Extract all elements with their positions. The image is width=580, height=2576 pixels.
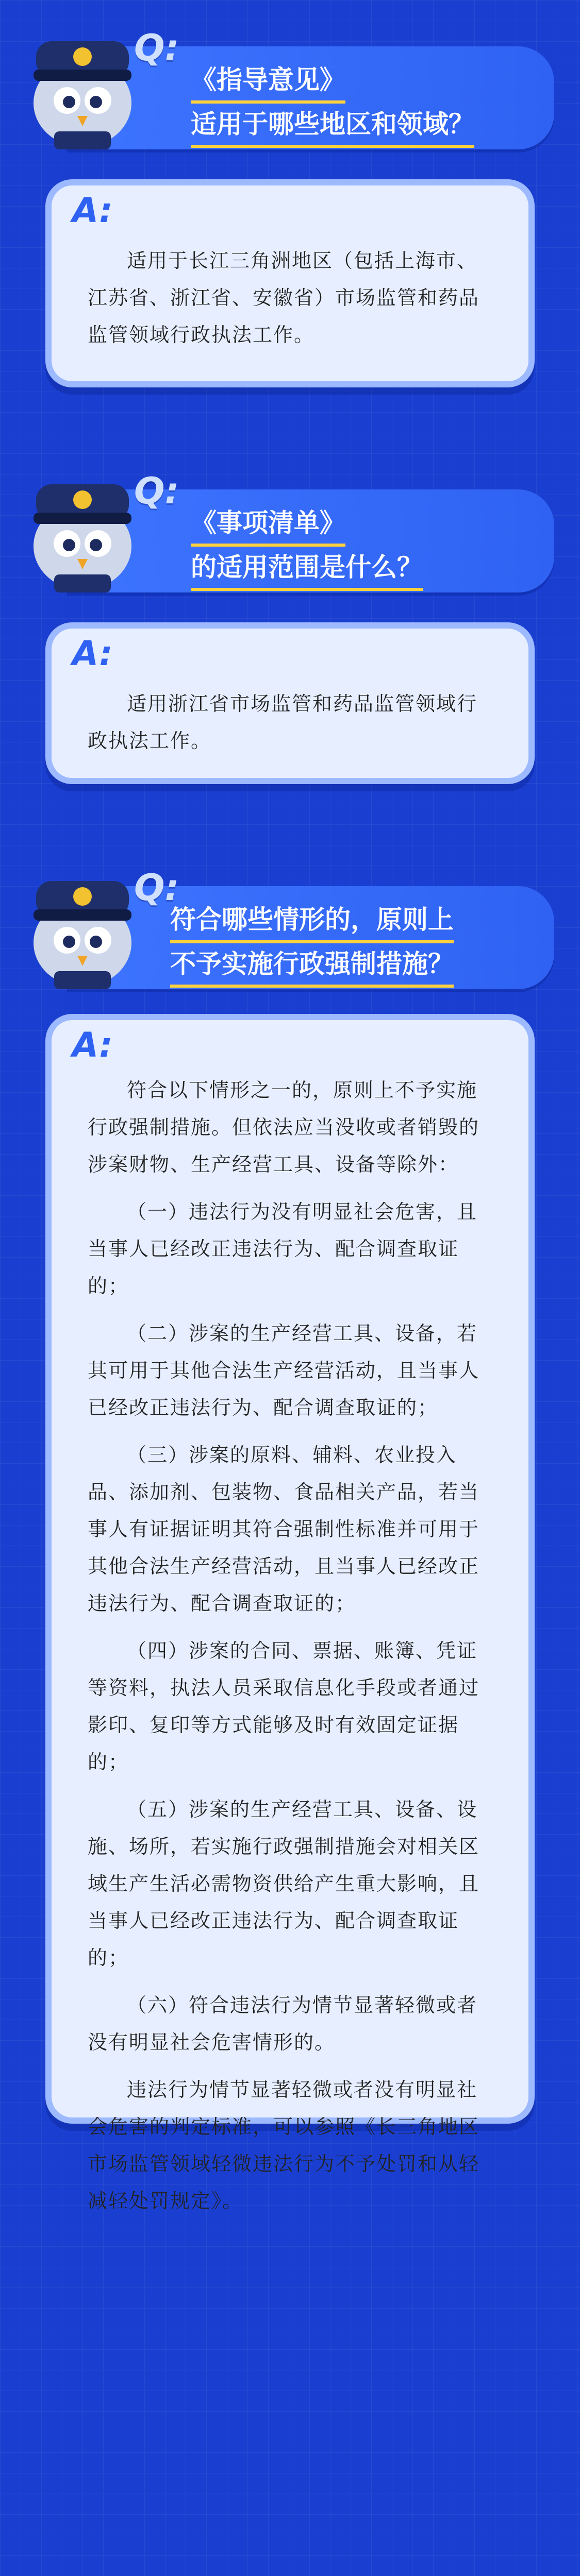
qa-block-1: [26, 27, 554, 407]
police-mascot-icon: [26, 871, 139, 989]
question-text: [170, 899, 534, 988]
answer-text: [88, 685, 492, 759]
question-bubble: [67, 27, 554, 149]
answer-card: [52, 629, 528, 778]
answer-paragraph: （五）涉案的生产经营工具、设备、设施、场所，若实施行政强制措施会对相关区域生产生活必需物资供给产生重大影响，且当事人已经改正违法行为、配合调查取证的；: [88, 1798, 480, 1969]
answer-paragraph: （三）涉案的原料、辅料、农业投入品、添加剂、包装物、食品相关产品，若当事人有证据证明其符合强制性标准并可用于其他合法生产经营活动，且当事人已经改正违法行为、配合调查取证的；: [88, 1444, 480, 1615]
question-line: 的适用范围是什么？: [191, 547, 423, 591]
question-line: 适用于哪些地区和领域？: [191, 104, 474, 148]
question-mark: Q:: [134, 27, 179, 69]
qa-block-2: [26, 470, 554, 799]
question-mark: Q:: [134, 867, 179, 909]
question-bubble: [67, 470, 554, 592]
answer-paragraph: 违法行为情节显著轻微或者没有明显社会危害的判定标准，可以参照《长三角地区市场监管领域轻微违法行为不予处罚和从轻减轻处罚规定》。: [88, 2078, 480, 2212]
question-line: 《指导意见》: [191, 59, 345, 104]
answer-paragraph: （四）涉案的合同、票据、账簿、凭证等资料，执法人员采取信息化手段或者通过影印、复印等方式能够及时有效固定证据的；: [88, 1639, 480, 1773]
question-line: 符合哪些情形的，原则上: [170, 899, 454, 943]
question-text: [191, 502, 534, 591]
answer-label: A:: [72, 191, 113, 230]
question-line: 不予实施行政强制措施？: [170, 943, 454, 988]
question-mark: Q:: [134, 470, 179, 512]
answer-card: [52, 1020, 528, 2212]
question-line: 《事项清单》: [191, 502, 345, 547]
answer-paragraph: 适用浙江省市场监管和药品监管领域行政执法工作。: [88, 692, 478, 752]
answer-card: [52, 185, 528, 381]
police-mascot-icon: [26, 474, 139, 592]
answer-label: A:: [72, 634, 113, 673]
answer-text: [88, 1072, 492, 2219]
answer-paragraph: 符合以下情形之一的，原则上不予实施行政强制措施。但依法应当没收或者销毁的涉案财物、生产经营工具、设备等除外：: [88, 1079, 480, 1176]
answer-paragraph: 适用于长江三角洲地区（包括上海市、江苏省、浙江省、安徽省）市场监管和药品监管领域行政执法工作。: [88, 249, 480, 346]
question-bubble: [67, 867, 554, 989]
police-mascot-icon: [26, 31, 139, 149]
answer-paragraph: （六）符合违法行为情节显著轻微或者没有明显社会危害情形的。: [88, 1994, 478, 2054]
answer-label: A:: [72, 1025, 113, 1065]
question-text: [191, 59, 534, 148]
qa-block-3: [26, 867, 554, 2212]
answer-paragraph: （一）违法行为没有明显社会危害，且当事人已经改正违法行为、配合调查取证的；: [88, 1200, 478, 1297]
answer-text: [88, 242, 492, 353]
answer-paragraph: （二）涉案的生产经营工具、设备，若其可用于其他合法生产经营活动，且当事人已经改正违法行为、配合调查取证的；: [88, 1322, 480, 1419]
